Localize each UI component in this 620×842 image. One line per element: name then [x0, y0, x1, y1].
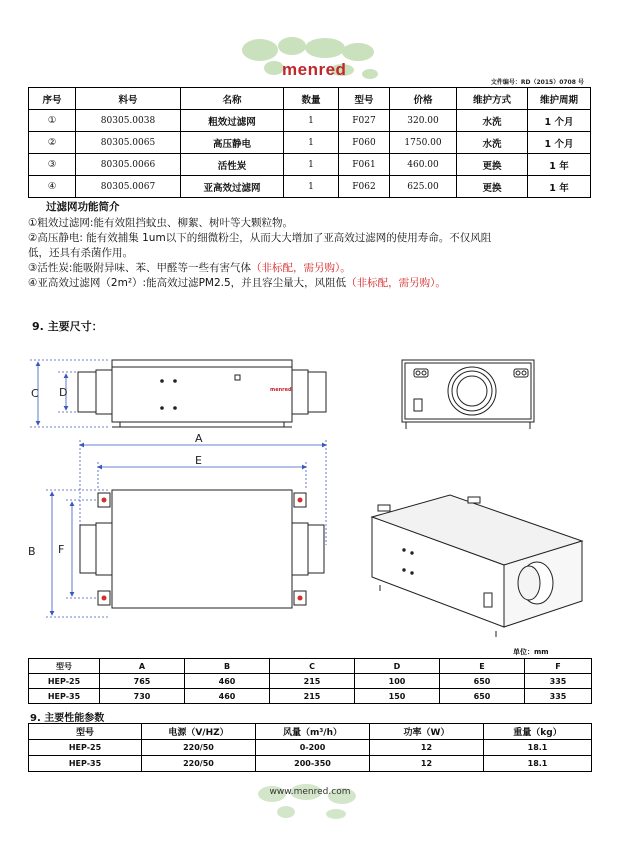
- table-cell: 1 年: [528, 176, 591, 198]
- drawing-logo: menred: [270, 387, 292, 393]
- isometric-view-drawing: [372, 495, 582, 637]
- table-cell: 1750.00: [390, 132, 457, 154]
- table-cell: 12: [370, 740, 484, 756]
- column-header: 维护方式: [457, 88, 528, 110]
- column-header: 重量（kg）: [484, 724, 592, 740]
- table-cell: HEP-35: [29, 689, 100, 704]
- footer-url: www.menred.com: [269, 787, 351, 797]
- table-cell: 650: [440, 689, 525, 704]
- table-cell: 215: [270, 674, 355, 689]
- dim-label-b: B: [28, 545, 36, 558]
- table-cell: 100: [355, 674, 440, 689]
- unit-label: 单位：mm: [513, 648, 549, 656]
- intro-line: ②高压静电: 能有效捕集 1um以下的细微粉尘，从而大大增加了亚高效过滤网的使用寿命。不仅风阻: [28, 232, 492, 244]
- column-header: E: [440, 659, 525, 674]
- table-cell: 1: [284, 132, 339, 154]
- table-cell: 0-200: [256, 740, 370, 756]
- table-cell: HEP-35: [29, 756, 142, 772]
- logo: [230, 28, 390, 88]
- table-row: [29, 689, 592, 704]
- dim-label-a: A: [195, 432, 203, 445]
- table-cell: 220/50: [142, 740, 256, 756]
- column-header: 料号: [76, 88, 181, 110]
- column-header: 数量: [284, 88, 339, 110]
- column-header: 名称: [181, 88, 284, 110]
- intro-line: ①粗效过滤网:能有效阻挡蚊虫、柳絮、树叶等大颗粒物。: [28, 217, 293, 229]
- dimension-drawings: [0, 345, 620, 640]
- table-cell: 18.1: [484, 756, 592, 772]
- table-cell: 150: [355, 689, 440, 704]
- table-cell: F062: [339, 176, 390, 198]
- table-cell: 18.1: [484, 740, 592, 756]
- table-cell: 460: [185, 689, 270, 704]
- table-cell: 80305.0065: [76, 132, 181, 154]
- table-cell: 320.00: [390, 110, 457, 132]
- table-cell: 460.00: [390, 154, 457, 176]
- dim-label-e: E: [195, 454, 202, 467]
- column-header: 型号: [29, 724, 142, 740]
- dim-label-f: F: [58, 543, 65, 556]
- table-cell: ①: [29, 110, 76, 132]
- performance-table: [28, 723, 592, 772]
- column-header: 序号: [29, 88, 76, 110]
- table-cell: 水洗: [457, 110, 528, 132]
- column-header: B: [185, 659, 270, 674]
- optional-note: （非标配，需另购）。: [250, 262, 351, 274]
- column-header: 电源（V/HZ）: [142, 724, 256, 740]
- intro-text: ④亚高效过滤网（2m²）:能高效过滤PM2.5，并且容尘量大，风阻低: [28, 277, 347, 289]
- dimensions-title: 9. 主要尺寸：: [32, 320, 103, 333]
- table-cell: 水洗: [457, 132, 528, 154]
- table-cell: 亚高效过滤网: [181, 176, 284, 198]
- dimensions-table: [28, 658, 592, 704]
- column-header: F: [525, 659, 592, 674]
- table-cell: 460: [185, 674, 270, 689]
- table-cell: 650: [440, 674, 525, 689]
- table-cell: 765: [100, 674, 185, 689]
- intro-line: 低，还具有杀菌作用。: [28, 247, 133, 259]
- column-header: 风量（m³/h）: [256, 724, 370, 740]
- table-row: [29, 756, 592, 772]
- table-cell: HEP-25: [29, 740, 142, 756]
- table-cell: HEP-25: [29, 674, 100, 689]
- column-header: C: [270, 659, 355, 674]
- dim-label-d: D: [59, 386, 68, 399]
- table-cell: ②: [29, 132, 76, 154]
- table-cell: 335: [525, 674, 592, 689]
- table-cell: 1 个月: [528, 132, 591, 154]
- table-cell: 730: [100, 689, 185, 704]
- table-cell: 335: [525, 689, 592, 704]
- filter-table: [28, 87, 591, 198]
- intro-line: [28, 276, 594, 291]
- table-header-row: [29, 88, 591, 110]
- table-cell: 12: [370, 756, 484, 772]
- column-header: 功率（W）: [370, 724, 484, 740]
- table-cell: 高压静电: [181, 132, 284, 154]
- table-cell: 1 年: [528, 154, 591, 176]
- table-cell: 80305.0066: [76, 154, 181, 176]
- filter-intro-title: 过滤网功能简介: [46, 201, 120, 213]
- table-cell: F061: [339, 154, 390, 176]
- intro-text: ③活性炭:能吸附异味、苯、甲醛等一些有害气体: [28, 262, 251, 274]
- dimension-lines-ae: [80, 440, 326, 545]
- table-row: [29, 176, 591, 198]
- table-row: [29, 740, 592, 756]
- table-cell: 活性炭: [181, 154, 284, 176]
- table-cell: 220/50: [142, 756, 256, 772]
- document-number: 文件编号：RD（2015）0708 号: [490, 79, 584, 86]
- table-cell: 215: [270, 689, 355, 704]
- table-cell: 1 个月: [528, 110, 591, 132]
- mounting-holes: [102, 498, 303, 601]
- intro-line: [28, 261, 594, 276]
- table-header-row: [29, 659, 592, 674]
- logo-text: menred: [282, 60, 347, 79]
- table-header-row: [29, 724, 592, 740]
- column-header: 维护周期: [528, 88, 591, 110]
- table-cell: 80305.0038: [76, 110, 181, 132]
- performance-title: 9. 主要性能参数: [30, 713, 105, 724]
- column-header: 价格: [390, 88, 457, 110]
- optional-note: （非标配，需另购）。: [346, 277, 446, 289]
- table-row: [29, 110, 591, 132]
- table-cell: F027: [339, 110, 390, 132]
- column-header: A: [100, 659, 185, 674]
- filter-intro-text: [28, 216, 594, 291]
- table-cell: 1: [284, 110, 339, 132]
- table-cell: ④: [29, 176, 76, 198]
- table-cell: 更换: [457, 154, 528, 176]
- table-row: [29, 154, 591, 176]
- table-row: [29, 674, 592, 689]
- table-cell: 1: [284, 154, 339, 176]
- side-view-drawing: [402, 360, 534, 429]
- column-header: D: [355, 659, 440, 674]
- top-view-drawing: [80, 490, 324, 608]
- table-cell: 1: [284, 176, 339, 198]
- table-cell: F060: [339, 132, 390, 154]
- table-cell: ③: [29, 154, 76, 176]
- table-cell: 更换: [457, 176, 528, 198]
- table-cell: 625.00: [390, 176, 457, 198]
- dimension-lines-bf: [46, 490, 110, 617]
- table-row: [29, 132, 591, 154]
- front-view-drawing: [78, 360, 326, 427]
- dim-label-c: C: [31, 387, 39, 400]
- table-cell: 80305.0067: [76, 176, 181, 198]
- column-header: 型号: [339, 88, 390, 110]
- table-cell: 粗效过滤网: [181, 110, 284, 132]
- column-header: 型号: [29, 659, 100, 674]
- table-cell: 200-350: [256, 756, 370, 772]
